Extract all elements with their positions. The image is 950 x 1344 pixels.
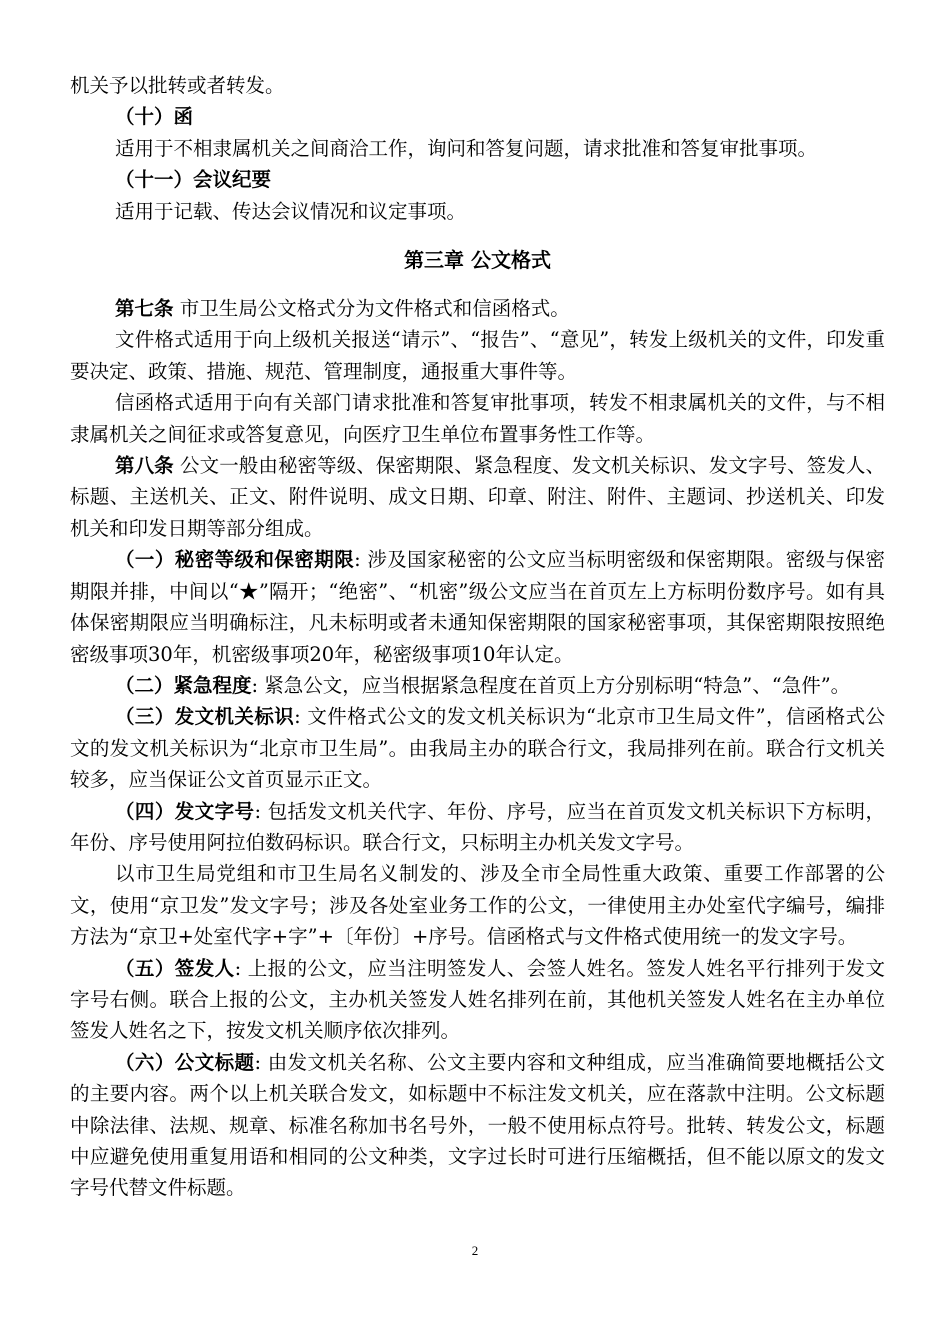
section-secrecy-text: : 涉及国家秘密的公文应当标明密级和保密期限。密级与保密期限并排，中间以“★”隔开；“绝密”、“机密”级公文应当在首页左上方标明份数序号。如有具体保密期限应当明确标注，凡未标明或者未通知保密期限的国家秘密事项，其保密期限按照绝密级事项30年，机密级事项20年，秘密级事项10年认定。 bbox=[70, 548, 885, 666]
section-urgency bbox=[70, 670, 885, 701]
article-seven bbox=[70, 293, 885, 324]
section-issuer-mark-text: : 文件格式公文的发文机关标识为“北京市卫生局文件”，信函格式公文的发文机关标识为“北京市卫生局”。由我局主办的联合行文，我局排列在前。联合行文机关较多，应当保证公文首页显示正文。 bbox=[70, 705, 885, 792]
section-issuer-mark bbox=[70, 701, 885, 795]
article-eight-label: 第八条 bbox=[115, 454, 174, 478]
section-urgency-label: （二）紧急程度 bbox=[115, 673, 252, 697]
article-seven-label: 第七条 bbox=[115, 297, 174, 321]
section-signer-text: : 上报的公文，应当注明签发人、会签人姓名。签发人姓名平行排列于发文字号右侧。联合上报的公文，主办机关签发人姓名排列在前，其他机关签发人姓名在主办单位签发人姓名之下，按发文机关顺序依次排列。 bbox=[70, 956, 885, 1043]
document-body bbox=[70, 70, 885, 1204]
section-signer bbox=[70, 953, 885, 1047]
section-body-ten: 适用于不相隶属机关之间商洽工作，询问和答复问题，请求批准和答复审批事项。 bbox=[115, 136, 818, 160]
continued-paragraph: 机关予以批转或者转发。 bbox=[70, 74, 285, 97]
article-seven-letter-format: 信函格式适用于向有关部门请求批准和答复审批事项，转发不相隶属机关的文件，与不相隶属机关之间征求或答复意见，向医疗卫生单位布置事务性工作等。 bbox=[70, 391, 885, 446]
section-heading-eleven: （十一）会议纪要 bbox=[115, 168, 272, 192]
section-document-number bbox=[70, 796, 885, 859]
article-seven-text: 市卫生局公文格式分为文件格式和信函格式。 bbox=[173, 297, 570, 321]
chapter-title: 第三章 公文格式 bbox=[404, 248, 551, 273]
section-heading-ten: （十）函 bbox=[115, 105, 194, 129]
section-document-number-extra: 以市卫生局党组和市卫生局名义制发的、涉及全市全局性重大政策、重要工作部署的公文，使用“京卫发”发文字号；涉及各处室业务工作的公文，一律使用主办处室代字编号，编排方法为“京卫+处室代字+字”+〔年份〕+序号。信函格式与文件格式使用统一的发文字号。 bbox=[70, 862, 885, 949]
section-urgency-text: : 紧急公文，应当根据紧急程度在首页上方分别标明“特急”、“急件”。 bbox=[251, 673, 851, 697]
section-title-rule-label: （六）公文标题 bbox=[115, 1050, 255, 1074]
article-eight-text: 公文一般由秘密等级、保密期限、紧急程度、发文机关标识、发文字号、签发人、标题、主送机关、正文、附件说明、成文日期、印章、附注、附件、主题词、抄送机关、印发机关和印发日期等部分组成。 bbox=[70, 454, 885, 540]
section-signer-label: （五）签发人 bbox=[115, 956, 235, 980]
section-title-rule bbox=[70, 1047, 885, 1204]
section-secrecy bbox=[70, 544, 885, 670]
section-document-number-text: : 包括发文机关代字、年份、序号，应当在首页发文机关标识下方标明，年份、序号使用阿拉伯数码标识。联合行文，只标明主办机关发文字号。 bbox=[70, 799, 885, 854]
section-title-rule-text: : 由发文机关名称、公文主要内容和文种组成，应当准确简要地概括公文的主要内容。两个以上机关联合发文，如标题中不标注发文机关，应在落款中注明。公文标题中除法律、法规、规章、标准名称加书名号外，一般不使用标点符号。批转、转发公文，标题中应避免使用重复用语和相同的公文种类，文字过长时可进行压缩概括，但不能以原文的发文字号代替文件标题。 bbox=[70, 1050, 885, 1200]
article-seven-file-format: 文件格式适用于向上级机关报送“请示”、“报告”、“意见”，转发上级机关的文件，印发重要决定、政策、措施、规范、管理制度，通报重大事件等。 bbox=[70, 328, 885, 383]
section-body-eleven: 适用于记载、传达会议情况和议定事项。 bbox=[115, 199, 467, 223]
section-issuer-mark-label: （三）发文机关标识 bbox=[115, 705, 295, 729]
page-number: 2 bbox=[471, 1243, 479, 1258]
section-document-number-label: （四）发文字号 bbox=[115, 799, 255, 823]
article-eight bbox=[70, 450, 885, 544]
section-secrecy-label: （一）秘密等级和保密期限 bbox=[115, 548, 355, 572]
